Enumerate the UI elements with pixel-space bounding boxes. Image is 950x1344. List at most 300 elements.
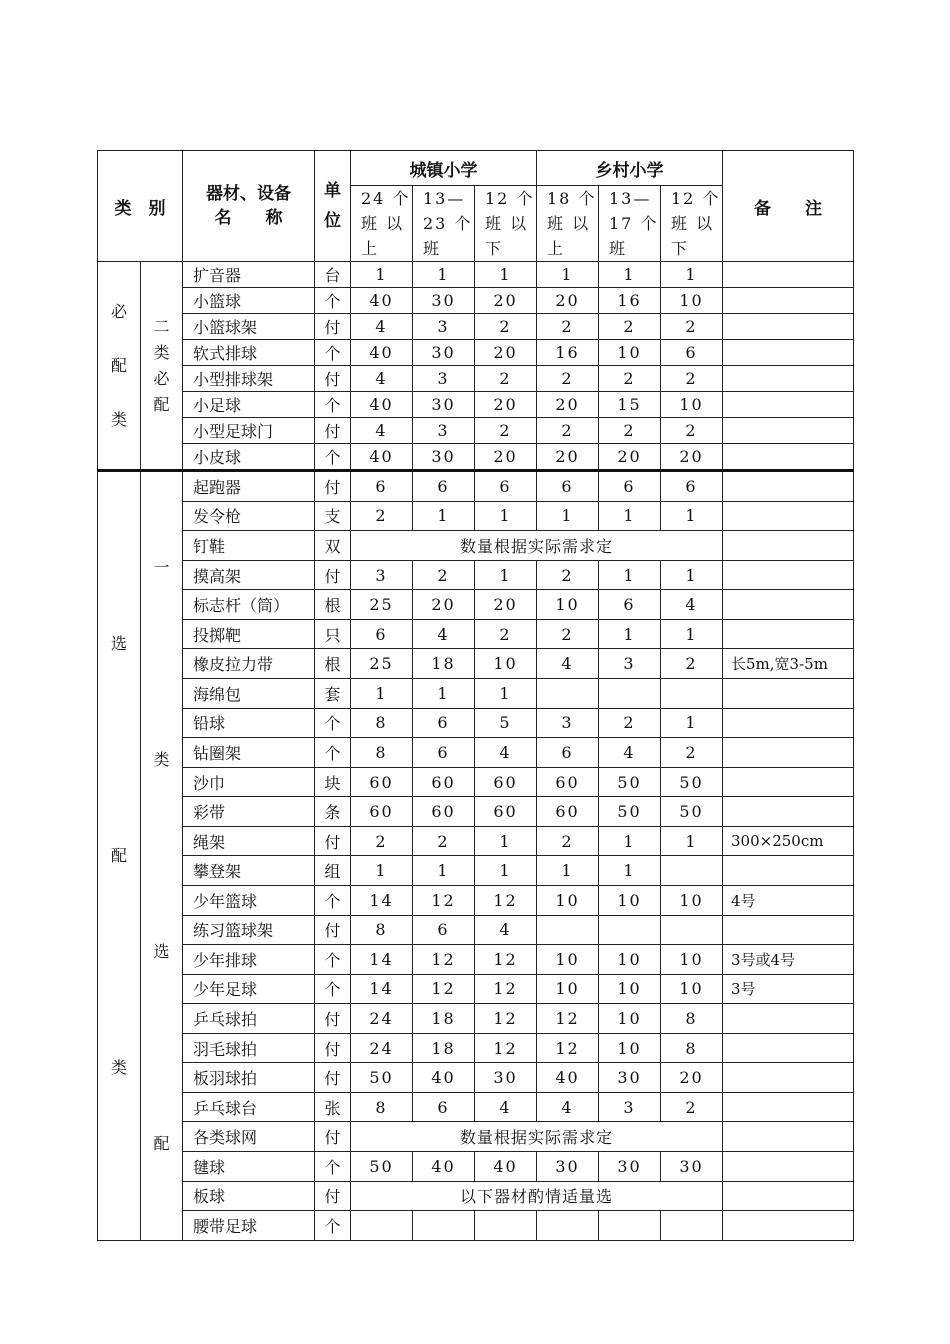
quantity-cell: 10 xyxy=(599,974,661,1004)
quantity-cell: 8 xyxy=(351,708,413,738)
class1-optional-label-char: 配 xyxy=(153,1134,170,1153)
header-unit-char: 位 xyxy=(324,211,341,231)
header-equipment-name-line2: 名 称 xyxy=(214,208,283,228)
equipment-name: 发令枪 xyxy=(183,501,315,531)
quantity-cell: 60 xyxy=(475,767,537,797)
remark-cell xyxy=(723,1092,854,1122)
unit: 付 xyxy=(315,418,351,444)
table-row xyxy=(98,1152,854,1182)
quantity-cell: 1 xyxy=(475,826,537,856)
quantity-cell: 40 xyxy=(351,340,413,366)
quantity-cell: 20 xyxy=(661,1063,723,1093)
quantity-cell: 30 xyxy=(413,392,475,418)
quantity-cell: 6 xyxy=(413,471,475,502)
quantity-cell: 10 xyxy=(537,885,599,915)
header-equipment-name xyxy=(183,151,315,262)
quantity-cell: 2 xyxy=(351,501,413,531)
quantity-cell: 1 xyxy=(599,826,661,856)
quantity-cell: 20 xyxy=(661,444,723,471)
table-row xyxy=(98,738,854,768)
unit: 条 xyxy=(315,797,351,827)
quantity-cell: 2 xyxy=(599,366,661,392)
quantity-cell: 1 xyxy=(475,856,537,886)
class-size-label-line: 班 以 xyxy=(361,214,405,233)
quantity-cell: 30 xyxy=(599,1152,661,1182)
quantity-cell: 10 xyxy=(475,649,537,679)
quantity-cell: 4 xyxy=(475,1092,537,1122)
remark-cell xyxy=(723,590,854,620)
quantity-cell: 6 xyxy=(661,471,723,502)
remark-cell xyxy=(723,1152,854,1182)
remark-cell xyxy=(723,915,854,945)
quantity-cell xyxy=(599,1211,661,1241)
quantity-cell: 3 xyxy=(413,366,475,392)
remark-cell xyxy=(723,767,854,797)
quantity-cell: 50 xyxy=(661,797,723,827)
equipment-name: 起跑器 xyxy=(183,471,315,502)
quantity-cell: 4 xyxy=(351,418,413,444)
quantity-cell: 14 xyxy=(351,945,413,975)
quantity-cell: 4 xyxy=(599,738,661,768)
quantity-cell: 1 xyxy=(413,501,475,531)
unit: 个 xyxy=(315,945,351,975)
header-remark: 备 注 xyxy=(723,151,854,262)
rural-class-size-header xyxy=(599,186,661,262)
class-size-label-line: 23 个 xyxy=(423,214,473,233)
table-row xyxy=(98,531,854,561)
remark-cell xyxy=(723,738,854,768)
equipment-name: 攀登架 xyxy=(183,856,315,886)
quantity-cell: 2 xyxy=(537,418,599,444)
quantity-cell: 6 xyxy=(413,1092,475,1122)
class-size-label-line: 班 xyxy=(423,239,442,258)
equipment-name: 彩带 xyxy=(183,797,315,827)
quantity-cell: 14 xyxy=(351,974,413,1004)
quantity-cell: 1 xyxy=(537,856,599,886)
quantity-cell: 12 xyxy=(475,1004,537,1034)
table-row xyxy=(98,856,854,886)
quantity-cell: 6 xyxy=(599,590,661,620)
quantity-cell: 3 xyxy=(413,314,475,340)
quantity-cell: 40 xyxy=(537,1063,599,1093)
class-size-label-line: 17 个 xyxy=(609,214,659,233)
equipment-name: 钉鞋 xyxy=(183,531,315,561)
quantity-cell: 2 xyxy=(599,708,661,738)
unit: 个 xyxy=(315,738,351,768)
quantity-cell: 6 xyxy=(661,340,723,366)
quantity-cell: 20 xyxy=(537,288,599,314)
quantity-cell: 10 xyxy=(599,1033,661,1063)
unit: 个 xyxy=(315,340,351,366)
remark-cell xyxy=(723,619,854,649)
quantity-cell: 8 xyxy=(661,1033,723,1063)
remark-cell xyxy=(723,340,854,366)
table-row xyxy=(98,314,854,340)
quantity-cell: 60 xyxy=(413,767,475,797)
class-size-label-line: 12 个 xyxy=(485,189,535,208)
unit: 个 xyxy=(315,974,351,1004)
quantity-cell: 50 xyxy=(351,1152,413,1182)
class-size-label-line: 班 xyxy=(609,239,628,258)
equipment-name: 小篮球架 xyxy=(183,314,315,340)
quantity-cell: 1 xyxy=(661,262,723,288)
quantity-cell: 10 xyxy=(599,1004,661,1034)
merged-quantity-note: 数量根据实际需求定 xyxy=(351,531,723,561)
equipment-name: 橡皮拉力带 xyxy=(183,649,315,679)
equipment-name: 摸高架 xyxy=(183,560,315,590)
quantity-cell: 20 xyxy=(475,340,537,366)
required-category-label-char: 配 xyxy=(110,355,127,375)
quantity-cell: 3 xyxy=(351,560,413,590)
table-row xyxy=(98,1211,854,1241)
remark-cell xyxy=(723,856,854,886)
quantity-cell: 10 xyxy=(537,945,599,975)
quantity-cell: 50 xyxy=(599,767,661,797)
quantity-cell: 1 xyxy=(599,560,661,590)
quantity-cell: 20 xyxy=(413,590,475,620)
remark-cell xyxy=(723,1033,854,1063)
quantity-cell xyxy=(599,915,661,945)
quantity-cell: 6 xyxy=(351,471,413,502)
class-size-label-line: 13— xyxy=(609,189,652,208)
quantity-cell: 40 xyxy=(351,288,413,314)
quantity-cell: 60 xyxy=(351,767,413,797)
quantity-cell: 1 xyxy=(599,619,661,649)
unit: 付 xyxy=(315,560,351,590)
quantity-cell: 1 xyxy=(661,501,723,531)
table-row xyxy=(98,392,854,418)
quantity-cell: 1 xyxy=(413,856,475,886)
equipment-name: 小足球 xyxy=(183,392,315,418)
quantity-cell: 20 xyxy=(475,392,537,418)
quantity-cell: 16 xyxy=(599,288,661,314)
quantity-cell: 1 xyxy=(475,262,537,288)
equipment-name: 投掷靶 xyxy=(183,619,315,649)
remark-cell xyxy=(723,1063,854,1093)
unit: 双 xyxy=(315,531,351,561)
quantity-cell: 2 xyxy=(537,619,599,649)
table-row xyxy=(98,1033,854,1063)
quantity-cell: 8 xyxy=(351,915,413,945)
table-row xyxy=(98,885,854,915)
class-size-label-line: 12 个 xyxy=(671,189,721,208)
quantity-cell: 10 xyxy=(537,590,599,620)
unit: 块 xyxy=(315,767,351,797)
quantity-cell xyxy=(661,679,723,709)
quantity-cell: 10 xyxy=(537,974,599,1004)
unit: 张 xyxy=(315,1092,351,1122)
quantity-cell: 6 xyxy=(413,915,475,945)
quantity-cell: 10 xyxy=(661,392,723,418)
quantity-cell: 3 xyxy=(599,649,661,679)
quantity-cell: 2 xyxy=(413,560,475,590)
quantity-cell: 6 xyxy=(537,738,599,768)
table-row xyxy=(98,767,854,797)
quantity-cell: 25 xyxy=(351,649,413,679)
class-size-label-line: 24 个 xyxy=(361,189,411,208)
class2-required-label-char: 必 xyxy=(153,368,170,388)
class-size-label-line: 下 xyxy=(485,239,504,258)
optional-category-label xyxy=(98,471,141,1241)
quantity-cell: 10 xyxy=(599,885,661,915)
quantity-cell: 1 xyxy=(599,262,661,288)
quantity-cell: 20 xyxy=(537,444,599,471)
quantity-cell: 16 xyxy=(537,340,599,366)
class1-optional-label-char: 一 xyxy=(153,558,170,577)
quantity-cell: 30 xyxy=(413,340,475,366)
equipment-name: 小型排球架 xyxy=(183,366,315,392)
table-row xyxy=(98,590,854,620)
quantity-cell: 1 xyxy=(537,262,599,288)
remark-cell xyxy=(723,262,854,288)
equipment-name: 腰带足球 xyxy=(183,1211,315,1241)
quantity-cell: 20 xyxy=(475,590,537,620)
quantity-cell: 60 xyxy=(475,797,537,827)
quantity-cell: 10 xyxy=(661,974,723,1004)
quantity-cell: 6 xyxy=(413,708,475,738)
quantity-cell: 30 xyxy=(599,1063,661,1093)
quantity-cell: 2 xyxy=(599,314,661,340)
quantity-cell: 12 xyxy=(475,945,537,975)
quantity-cell: 1 xyxy=(475,501,537,531)
quantity-cell: 20 xyxy=(537,392,599,418)
unit: 付 xyxy=(315,826,351,856)
remark-cell xyxy=(723,314,854,340)
remark-cell xyxy=(723,288,854,314)
quantity-cell: 1 xyxy=(537,501,599,531)
quantity-cell: 20 xyxy=(475,288,537,314)
remark-cell: 3号 xyxy=(723,974,854,1004)
quantity-cell: 2 xyxy=(537,314,599,340)
quantity-cell: 2 xyxy=(537,560,599,590)
quantity-cell: 12 xyxy=(413,945,475,975)
quantity-cell xyxy=(537,679,599,709)
table-row xyxy=(98,945,854,975)
quantity-cell: 2 xyxy=(661,366,723,392)
equipment-name: 毽球 xyxy=(183,1152,315,1182)
quantity-cell xyxy=(351,1211,413,1241)
equipment-name: 沙巾 xyxy=(183,767,315,797)
quantity-cell: 40 xyxy=(413,1063,475,1093)
equipment-name: 乒乓球拍 xyxy=(183,1004,315,1034)
table-row xyxy=(98,340,854,366)
quantity-cell: 20 xyxy=(599,444,661,471)
quantity-cell: 50 xyxy=(661,767,723,797)
optional-category-label-char: 选 xyxy=(110,634,127,653)
unit: 组 xyxy=(315,856,351,886)
remark-cell xyxy=(723,366,854,392)
quantity-cell: 1 xyxy=(661,708,723,738)
quantity-cell: 3 xyxy=(599,1092,661,1122)
quantity-cell: 12 xyxy=(413,885,475,915)
header-unit xyxy=(315,151,351,262)
quantity-cell: 1 xyxy=(599,856,661,886)
quantity-cell: 2 xyxy=(537,366,599,392)
equipment-name: 羽毛球拍 xyxy=(183,1033,315,1063)
quantity-cell xyxy=(475,1211,537,1241)
quantity-cell: 30 xyxy=(413,288,475,314)
remark-cell: 长5m,宽3-5m xyxy=(723,649,854,679)
equipment-name: 小皮球 xyxy=(183,444,315,471)
quantity-cell: 2 xyxy=(661,649,723,679)
quantity-cell: 12 xyxy=(475,974,537,1004)
equipment-name: 海绵包 xyxy=(183,679,315,709)
equipment-name: 少年足球 xyxy=(183,974,315,1004)
quantity-cell: 2 xyxy=(661,418,723,444)
quantity-cell: 1 xyxy=(351,262,413,288)
quantity-cell: 40 xyxy=(351,444,413,471)
quantity-cell xyxy=(661,856,723,886)
quantity-cell: 18 xyxy=(413,1033,475,1063)
quantity-cell: 50 xyxy=(599,797,661,827)
urban-class-size-header xyxy=(413,186,475,262)
quantity-cell xyxy=(661,1211,723,1241)
quantity-cell: 12 xyxy=(537,1033,599,1063)
quantity-cell: 30 xyxy=(475,1063,537,1093)
quantity-cell: 4 xyxy=(475,915,537,945)
quantity-cell: 3 xyxy=(413,418,475,444)
required-category-label-char: 必 xyxy=(110,301,127,321)
quantity-cell: 2 xyxy=(599,418,661,444)
quantity-cell: 4 xyxy=(475,738,537,768)
equipment-name: 板羽球拍 xyxy=(183,1063,315,1093)
rural-class-size-header xyxy=(661,186,723,262)
quantity-cell: 1 xyxy=(413,262,475,288)
quantity-cell: 1 xyxy=(351,679,413,709)
quantity-cell xyxy=(599,679,661,709)
unit: 个 xyxy=(315,708,351,738)
quantity-cell: 10 xyxy=(661,288,723,314)
quantity-cell: 4 xyxy=(351,366,413,392)
quantity-cell: 1 xyxy=(661,560,723,590)
equipment-name: 扩音器 xyxy=(183,262,315,288)
class2-required-label xyxy=(141,262,183,471)
unit: 付 xyxy=(315,1181,351,1211)
quantity-cell xyxy=(537,915,599,945)
table-row xyxy=(98,797,854,827)
optional-category-label-char: 类 xyxy=(110,1058,127,1077)
quantity-cell: 14 xyxy=(351,885,413,915)
equipment-name: 标志杆（筒） xyxy=(183,590,315,620)
table-row xyxy=(98,619,854,649)
optional-category-label-char: 配 xyxy=(110,846,127,865)
quantity-cell: 6 xyxy=(599,471,661,502)
header-urban-school: 城镇小学 xyxy=(351,151,537,186)
quantity-cell: 12 xyxy=(413,974,475,1004)
quantity-cell: 30 xyxy=(413,444,475,471)
table-row xyxy=(98,915,854,945)
class1-optional-label-char: 类 xyxy=(153,750,170,769)
quantity-cell: 2 xyxy=(537,826,599,856)
urban-class-size-header xyxy=(351,186,413,262)
quantity-cell: 4 xyxy=(537,1092,599,1122)
table-row xyxy=(98,262,854,288)
rural-class-size-header xyxy=(537,186,599,262)
table-row xyxy=(98,501,854,531)
unit: 根 xyxy=(315,590,351,620)
class-size-label-line: 班 以 xyxy=(485,214,529,233)
quantity-cell: 1 xyxy=(475,679,537,709)
quantity-cell: 10 xyxy=(661,945,723,975)
unit: 个 xyxy=(315,885,351,915)
quantity-cell: 12 xyxy=(537,1004,599,1034)
quantity-cell: 8 xyxy=(351,1092,413,1122)
quantity-cell: 30 xyxy=(537,1152,599,1182)
quantity-cell: 1 xyxy=(351,856,413,886)
required-category-label xyxy=(98,262,141,471)
equipment-name: 乒乓球台 xyxy=(183,1092,315,1122)
table-row xyxy=(98,649,854,679)
unit: 付 xyxy=(315,1033,351,1063)
quantity-cell: 6 xyxy=(351,619,413,649)
quantity-cell: 24 xyxy=(351,1004,413,1034)
remark-cell xyxy=(723,501,854,531)
unit: 个 xyxy=(315,1211,351,1241)
remark-cell xyxy=(723,1004,854,1034)
equipment-name: 小型足球门 xyxy=(183,418,315,444)
quantity-cell: 3 xyxy=(537,708,599,738)
table-row xyxy=(98,471,854,502)
quantity-cell: 10 xyxy=(599,945,661,975)
equipment-name: 铅球 xyxy=(183,708,315,738)
unit: 台 xyxy=(315,262,351,288)
table-row xyxy=(98,444,854,471)
class2-required-label-char: 类 xyxy=(153,342,170,362)
unit: 付 xyxy=(315,1122,351,1152)
quantity-cell: 24 xyxy=(351,1033,413,1063)
quantity-cell xyxy=(537,1211,599,1241)
class-size-label-line: 班 以 xyxy=(671,214,715,233)
class2-required-label-char: 配 xyxy=(153,394,170,414)
equipment-name: 少年排球 xyxy=(183,945,315,975)
table-row xyxy=(98,1122,854,1152)
quantity-cell: 2 xyxy=(475,366,537,392)
quantity-cell: 2 xyxy=(475,314,537,340)
unit: 个 xyxy=(315,444,351,471)
remark-cell xyxy=(723,471,854,502)
quantity-cell: 4 xyxy=(661,590,723,620)
quantity-cell: 6 xyxy=(475,471,537,502)
quantity-cell: 40 xyxy=(475,1152,537,1182)
equipment-name: 各类球网 xyxy=(183,1122,315,1152)
unit: 付 xyxy=(315,314,351,340)
equipment-name: 软式排球 xyxy=(183,340,315,366)
quantity-cell: 60 xyxy=(351,797,413,827)
quantity-cell: 60 xyxy=(413,797,475,827)
class1-optional-label xyxy=(141,471,183,1241)
remark-cell xyxy=(723,708,854,738)
remark-cell xyxy=(723,1211,854,1241)
unit: 付 xyxy=(315,1004,351,1034)
table-row xyxy=(98,366,854,392)
quantity-cell xyxy=(413,1211,475,1241)
table-row xyxy=(98,708,854,738)
table-row xyxy=(98,288,854,314)
quantity-cell: 30 xyxy=(661,1152,723,1182)
header-rural-school: 乡村小学 xyxy=(537,151,723,186)
quantity-cell: 20 xyxy=(475,444,537,471)
quantity-cell: 1 xyxy=(661,619,723,649)
remark-cell xyxy=(723,444,854,471)
quantity-cell: 4 xyxy=(351,314,413,340)
quantity-cell: 40 xyxy=(351,392,413,418)
quantity-cell: 2 xyxy=(661,738,723,768)
class2-required-label-char: 二 xyxy=(153,316,170,336)
remark-cell xyxy=(723,531,854,561)
table-row xyxy=(98,1063,854,1093)
remark-cell xyxy=(723,1122,854,1152)
quantity-cell: 12 xyxy=(475,1033,537,1063)
